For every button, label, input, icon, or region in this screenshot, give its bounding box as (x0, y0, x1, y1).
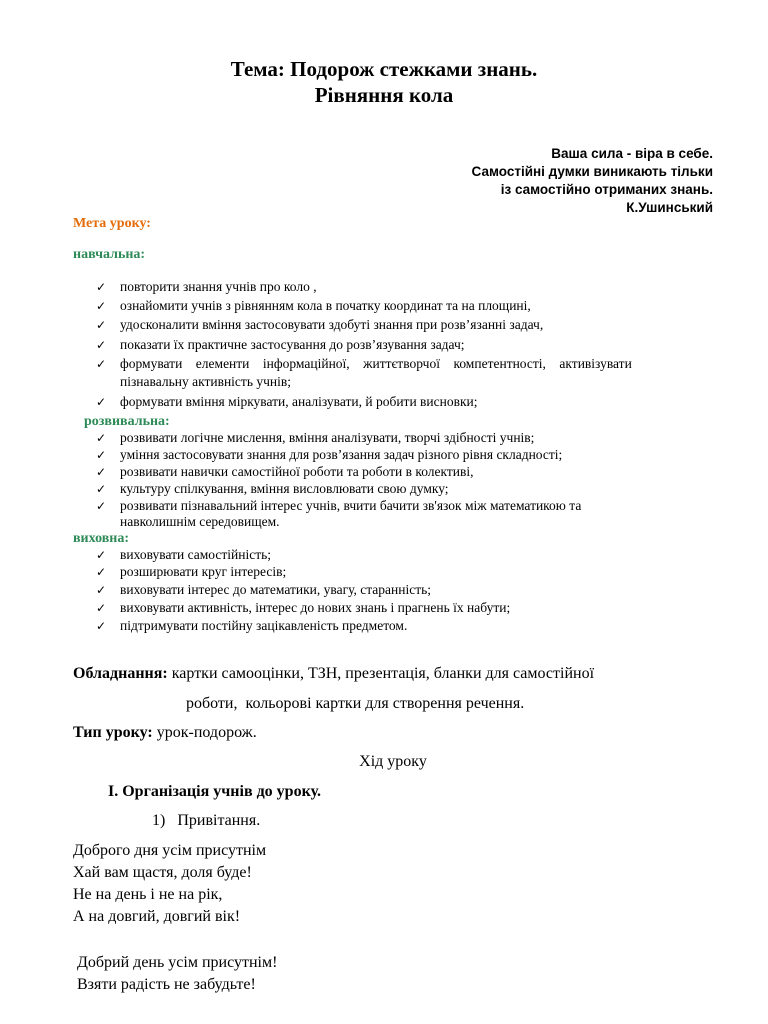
poem-line: Взяти радість не забудьте! (73, 976, 256, 993)
checkmark-icon: ✓ (96, 565, 107, 579)
epigraph-author: К.Ушинський (626, 200, 713, 215)
section-heading: І. Організація учнів до уроку. (108, 783, 321, 800)
checkmark-icon: ✓ (96, 448, 107, 462)
title-line-1: Тема: Подорож стежками знань. (230, 57, 538, 81)
poem-line: Хай вам щастя, доля буде! (73, 864, 252, 881)
checkmark-icon: ✓ (96, 583, 107, 597)
educational-heading: навчальна: (73, 247, 146, 262)
checkmark-icon: ✓ (96, 499, 107, 513)
lesson-type (73, 723, 257, 743)
goals-heading: Мета уроку: (73, 216, 151, 231)
title-line-2: Рівняння кола (314, 83, 454, 107)
epigraph-line-1: Ваша сила - віра в себе. (551, 146, 713, 161)
equipment-line-1 (73, 664, 594, 684)
checkmark-icon: ✓ (96, 601, 107, 615)
poem-line: Добрий день усім присутнім! (73, 954, 278, 971)
upbringing-heading: виховна: (73, 531, 130, 546)
checkmark-icon: ✓ (96, 431, 107, 445)
equipment-label: Обладнання: (73, 665, 168, 682)
checkmark-icon: ✓ (96, 482, 107, 496)
checkmark-icon: ✓ (96, 280, 107, 294)
course-heading: Хід уроку (359, 753, 427, 770)
checkmark-icon: ✓ (96, 548, 107, 562)
subsection-heading: 1) Привітання. (152, 812, 261, 829)
checkmark-icon: ✓ (96, 395, 107, 409)
poem-line: А на довгий, довгий вік! (73, 908, 241, 925)
lesson-type-text: урок-подорож. (152, 724, 257, 741)
checkmark-icon: ✓ (96, 357, 107, 371)
poem-line: Не на день і не на рік, (73, 886, 223, 903)
developmental-heading: розвивальна: (84, 414, 170, 429)
equipment-line-2: роботи, кольорові картки для створення речення. (186, 695, 525, 712)
checkmark-icon: ✓ (96, 338, 107, 352)
checkmark-icon: ✓ (96, 619, 107, 633)
epigraph-line-2: Самостійні думки виникають тільки (471, 164, 713, 179)
checkmark-icon: ✓ (96, 465, 107, 479)
checkmark-icon: ✓ (96, 318, 107, 332)
equipment-text: картки самооцінки, ТЗН, презентація, бланки для самостійної (167, 665, 595, 682)
epigraph-line-3: із самостійно отриманих знань. (500, 182, 713, 197)
checkmark-icon: ✓ (96, 299, 107, 313)
lesson-type-label: Тип уроку: (73, 724, 153, 741)
poem-line: Доброго дня усім присутнім (73, 842, 267, 859)
